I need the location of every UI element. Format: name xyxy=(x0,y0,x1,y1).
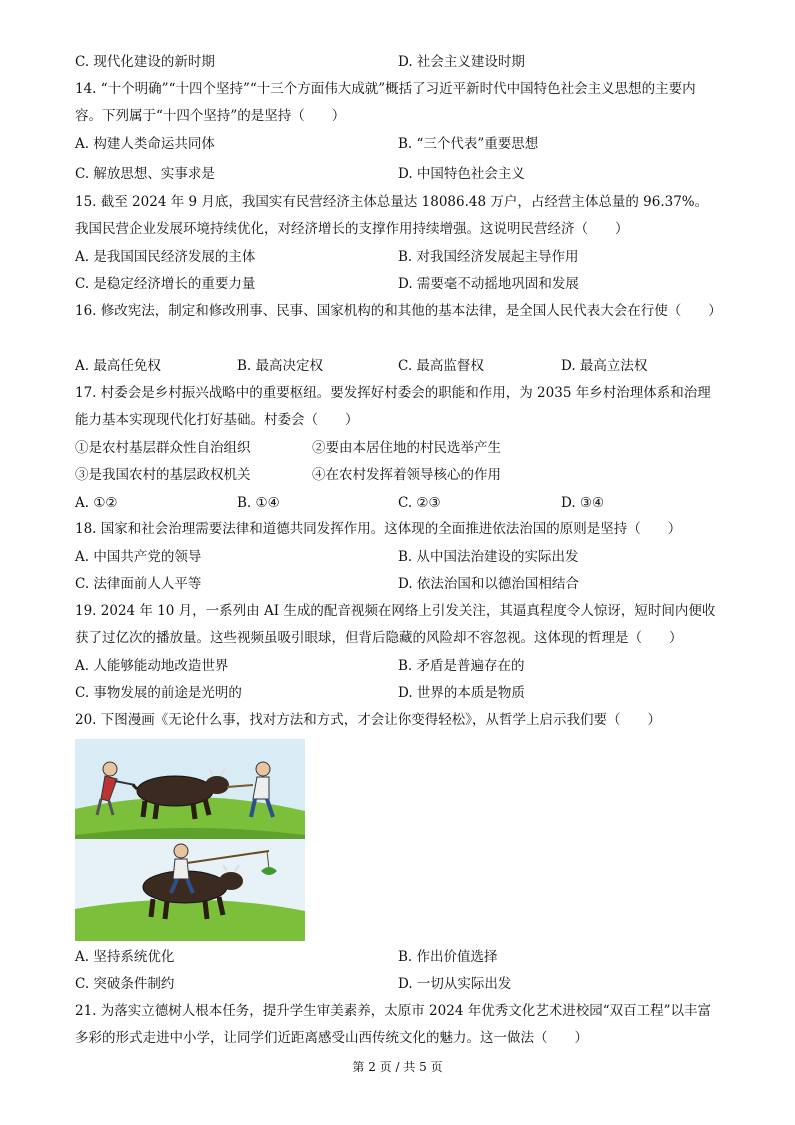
q20-option-d: D. 一切从实际出发 xyxy=(398,976,512,992)
q19-option-d: D. 世界的本质是物质 xyxy=(398,685,525,701)
q18-stem: 18. 国家和社会治理需要法律和道德共同发挥作用。这体现的全面推进依法治国的原则是坚持（ ） xyxy=(75,521,682,537)
q18-option-c: C. 法律面前人人平等 xyxy=(75,576,202,592)
q13-option-d: D. 社会主义建设时期 xyxy=(398,54,525,70)
q17-item-1: ①是农村基层群众性自治组织 xyxy=(75,440,251,456)
q15-option-a: A. 是我国国民经济发展的主体 xyxy=(75,249,256,265)
q17-item-3: ③是我国农村的基层政权机关 xyxy=(75,467,251,483)
q16-option-c: C. 最高监督权 xyxy=(398,358,484,374)
q14-option-a: A. 构建人类命运共同体 xyxy=(75,136,215,152)
q15-option-d: D. 需要毫不动摇地巩固和发展 xyxy=(398,276,579,292)
q17-item-2: ②要由本居住地的村民选举产生 xyxy=(312,440,501,456)
q21-stem: 21. 为落实立德树人根本任务，提升学生审美素养，太原市 2024 年优秀文化艺术进校园“双百工程”以丰富多彩的形式走进中小学，让同学们近距离感受山西传统文化的魅力。这一做法（ ） xyxy=(75,1003,712,1046)
q16-stem: 16. 修改宪法，制定和修改刑事、民事、国家机构的和其他的基本法律，是全国人民代表大会在行使（ ） xyxy=(75,303,722,319)
q17-item-4: ④在农村发挥着领导核心的作用 xyxy=(312,467,501,483)
q14-stem: 14. “十个明确”“十四个坚持”“十三个方面伟大成就”概括了习近平新时代中国特色社会主义思想的主要内容。下列属于“十四个坚持”的是坚持（ ） xyxy=(75,81,696,124)
q13-option-c: C. 现代化建设的新时期 xyxy=(75,54,215,70)
q14-option-c: C. 解放思想、实事求是 xyxy=(75,166,215,182)
q15-option-c: C. 是稳定经济增长的重要力量 xyxy=(75,276,256,292)
q15-stem: 15. 截至 2024 年 9 月底，我国实有民营经济主体总量达 18086.48 万户，占经营主体总量的 96.37%。我国民营企业发展环境持续优化，对经济增长的支撑作用持续增强。这说明民营经济（ ） xyxy=(75,194,709,237)
q20-option-b: B. 作出价值选择 xyxy=(398,949,498,965)
cartoon-image xyxy=(75,739,305,941)
q15-option-b: B. 对我国经济发展起主导作用 xyxy=(398,249,579,265)
q19-option-a: A. 人能够能动地改造世界 xyxy=(75,658,229,674)
q16-option-d: D. 最高立法权 xyxy=(561,358,648,374)
q19-option-c: C. 事物发展的前途是光明的 xyxy=(75,685,242,701)
page-footer: 第 2 页 / 共 5 页 xyxy=(352,1060,443,1074)
q17-stem: 17. 村委会是乡村振兴战略中的重要枢纽。要发挥好村委会的职能和作用，为 2035 年乡村治理体系和治理能力基本实现现代化打好基础。村委会（ ） xyxy=(75,385,711,428)
q17-option-d: D. ③④ xyxy=(561,495,605,511)
q16-option-b: B. 最高决定权 xyxy=(237,358,324,374)
q16-option-a: A. 最高任免权 xyxy=(75,358,161,374)
q20-option-a: A. 坚持系统优化 xyxy=(75,949,175,965)
q14-option-b: B. “三个代表”重要思想 xyxy=(398,136,539,152)
q17-option-c: C. ②③ xyxy=(398,495,441,511)
q19-option-b: B. 矛盾是普遍存在的 xyxy=(398,658,525,674)
q17-option-b: B. ①④ xyxy=(237,495,280,511)
q20-option-c: C. 突破条件制约 xyxy=(75,976,175,992)
q14-option-d: D. 中国特色社会主义 xyxy=(398,166,525,182)
q19-stem: 19. 2024 年 10 月，一系列由 AI 生成的配音视频在网络上引发关注，其逼真程度令人惊讶，短时间内便收获了过亿次的播放量。这些视频虽吸引眼球，但背后隐藏的风险却不容忽视。这体现的哲理是（ ） xyxy=(75,603,716,646)
q18-option-a: A. 中国共产党的领导 xyxy=(75,549,202,565)
q20-stem: 20. 下图漫画《无论什么事，找对方法和方式，才会让你变得轻松》，从哲学上启示我们要（ ） xyxy=(75,712,662,728)
q17-option-a: A. ①② xyxy=(75,495,118,511)
q18-option-d: D. 依法治国和以德治国相结合 xyxy=(398,576,579,592)
q18-option-b: B. 从中国法治建设的实际出发 xyxy=(398,549,579,565)
